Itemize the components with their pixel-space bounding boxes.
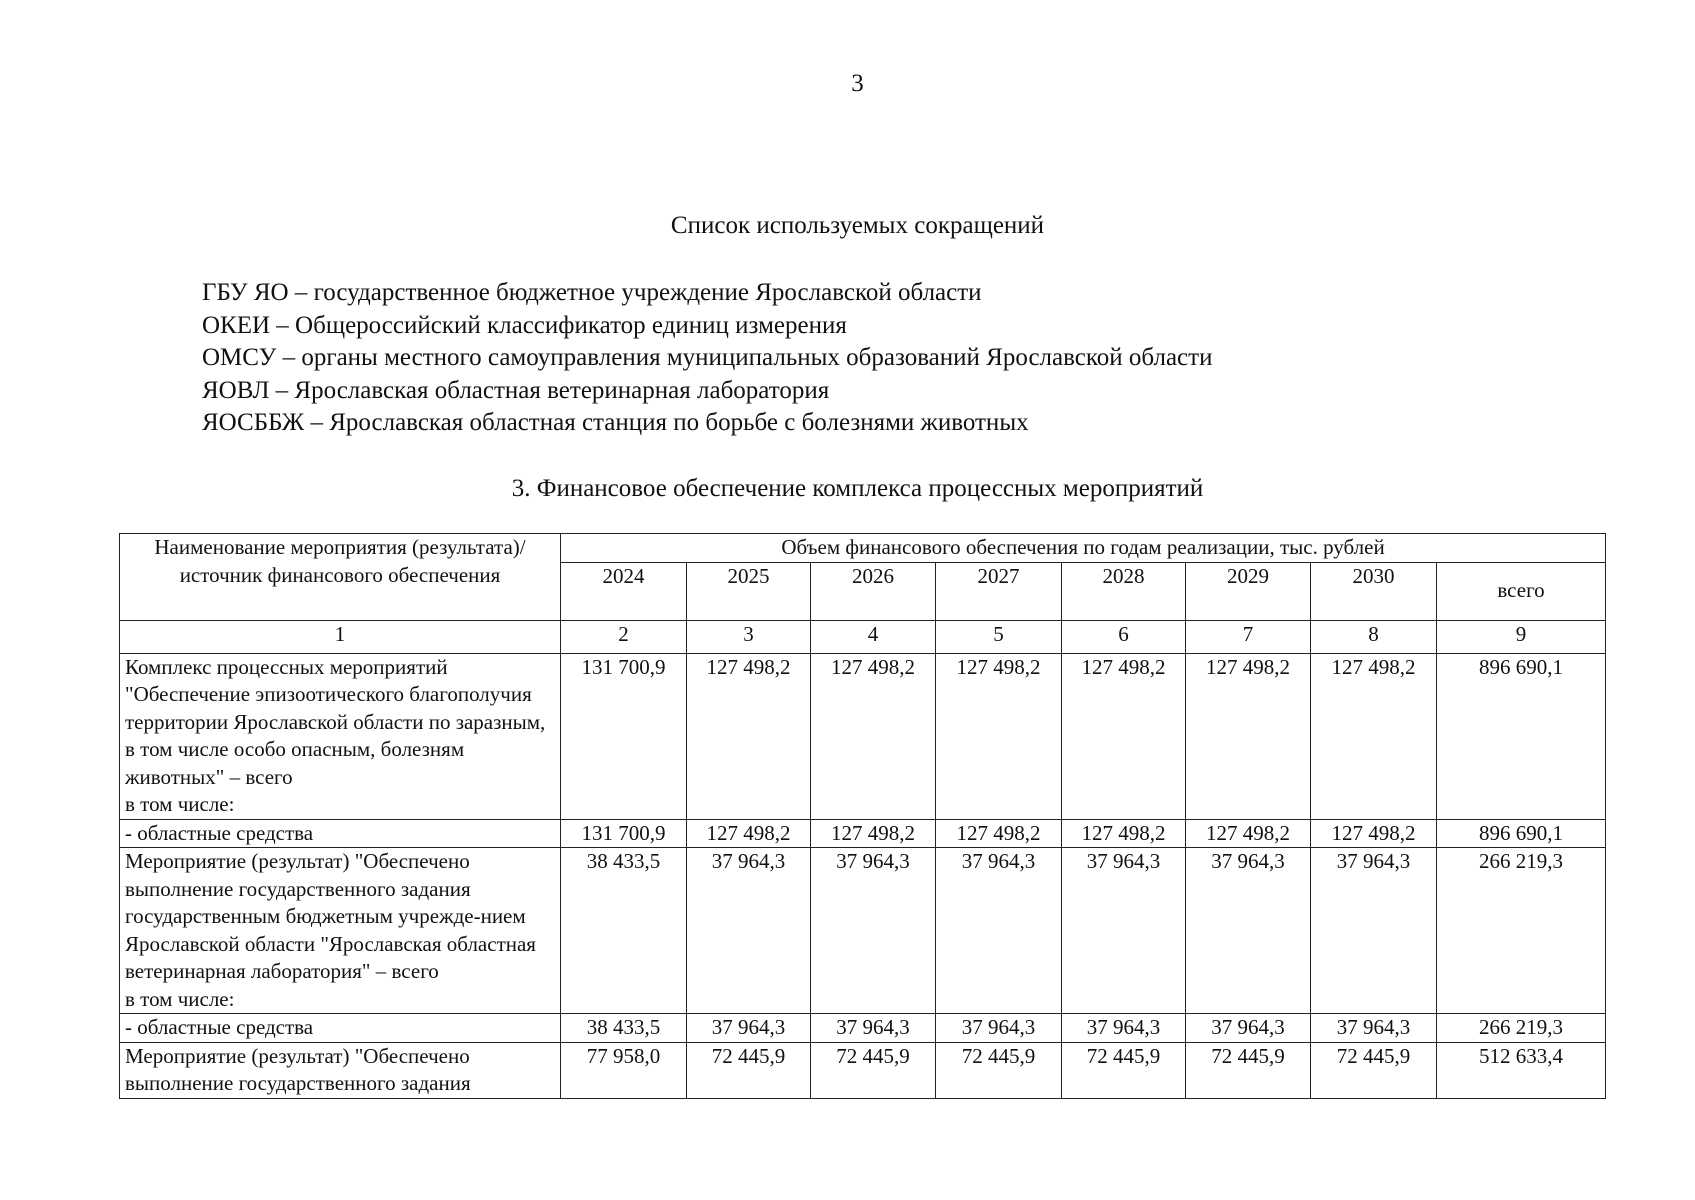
section-title: 3. Финансовое обеспечение комплекса процессных мероприятий [511, 475, 1204, 502]
page-number: 3 [851, 70, 864, 97]
column-number: 9 [1437, 620, 1606, 653]
abbreviation-item: ОКЕИ – Общероссийский классификатор единиц измерения [202, 311, 847, 339]
header-name-cell: Наименование мероприятия (результата)/ источник финансового обеспечения [120, 534, 561, 621]
header-year-cell: 2026 [811, 562, 936, 620]
total-cell: 512 633,4 [1437, 1042, 1606, 1098]
column-number: 6 [1062, 620, 1186, 653]
header-year-cell: 2025 [687, 562, 811, 620]
table-row [120, 819, 1606, 848]
header-group-cell: Объем финансового обеспечения по годам реализации, тыс. рублей [561, 534, 1606, 563]
abbreviation-item: ЯОСББЖ – Ярославская областная станция по борьбе с болезнями животных [202, 409, 1029, 436]
value-cell: 37 964,3 [1186, 848, 1311, 1014]
total-cell: 266 219,3 [1437, 1014, 1606, 1043]
row-name-cell: Мероприятие (результат) "Обеспечено выполнение государственного задания [120, 1042, 561, 1098]
value-cell: 72 445,9 [687, 1042, 811, 1098]
column-number-row [120, 620, 1606, 653]
abbreviations-list [202, 277, 1212, 440]
table-row [120, 1042, 1606, 1098]
row-name: Мероприятие (результат) "Обеспечено выполнение государственного задания государственным бюджетным учрежде-нием Ярославской области "Ярославская областная ветеринарная лаборатория" – всего [125, 849, 536, 983]
value-cell: 37 964,3 [1311, 1014, 1437, 1043]
table-row [120, 848, 1606, 1014]
column-number: 5 [936, 620, 1062, 653]
value-cell: 72 445,9 [811, 1042, 936, 1098]
header-year-cell: 2028 [1062, 562, 1186, 620]
value-cell: 37 964,3 [1311, 848, 1437, 1014]
row-name-cell: - областные средства [120, 819, 561, 848]
value-cell: 37 964,3 [811, 848, 936, 1014]
value-cell: 72 445,9 [1062, 1042, 1186, 1098]
column-number: 2 [561, 620, 687, 653]
value-cell: 127 498,2 [1311, 653, 1437, 819]
financing-table [119, 533, 1606, 1099]
value-cell: 127 498,2 [936, 653, 1062, 819]
value-cell: 37 964,3 [936, 1014, 1062, 1043]
value-cell: 127 498,2 [687, 653, 811, 819]
value-cell: 72 445,9 [1311, 1042, 1437, 1098]
abbreviation-item: ГБУ ЯО – государственное бюджетное учреждение Ярославской области [202, 279, 982, 306]
total-cell: 896 690,1 [1437, 653, 1606, 819]
value-cell: 37 964,3 [687, 1014, 811, 1043]
table-row [120, 1014, 1606, 1043]
abbreviations-title: Список используемых сокращений [670, 212, 1045, 239]
row-name-cell [120, 848, 561, 1014]
abbreviation-item: ОМСУ – органы местного самоуправления муниципальных образований Ярославской области [202, 344, 1213, 371]
value-cell: 127 498,2 [1186, 653, 1311, 819]
value-cell: 37 964,3 [1062, 848, 1186, 1014]
value-cell: 72 445,9 [936, 1042, 1062, 1098]
value-cell: 37 964,3 [936, 848, 1062, 1014]
header-year-cell: 2030 [1311, 562, 1437, 620]
column-number: 3 [687, 620, 811, 653]
row-name-cell: - областные средства [120, 1014, 561, 1043]
value-cell: 77 958,0 [561, 1042, 687, 1098]
header-total-cell: всего [1437, 562, 1606, 620]
value-cell: 127 498,2 [936, 819, 1062, 848]
column-number: 1 [120, 620, 561, 653]
table-row [120, 653, 1606, 819]
row-subnote: в том числе: [125, 792, 235, 816]
row-name: Комплекс процессных мероприятий "Обеспечение эпизоотического благополучия территории Ярославской области по заразным, в том числе особо опасным, болезням животных" – всего [125, 654, 546, 789]
column-number: 8 [1311, 620, 1437, 653]
value-cell: 127 498,2 [811, 819, 936, 848]
header-row-1 [120, 534, 1606, 563]
value-cell: 127 498,2 [1062, 819, 1186, 848]
value-cell: 38 433,5 [561, 848, 687, 1014]
column-number: 4 [811, 620, 936, 653]
column-number: 7 [1186, 620, 1311, 653]
total-cell: 266 219,3 [1437, 848, 1606, 1014]
value-cell: 127 498,2 [687, 819, 811, 848]
value-cell: 131 700,9 [561, 653, 687, 819]
value-cell: 127 498,2 [1062, 653, 1186, 819]
total-cell: 896 690,1 [1437, 819, 1606, 848]
header-year-cell: 2029 [1186, 562, 1311, 620]
row-name-cell [120, 653, 561, 819]
value-cell: 37 964,3 [687, 848, 811, 1014]
header-year-cell: 2024 [561, 562, 687, 620]
value-cell: 37 964,3 [811, 1014, 936, 1043]
abbreviation-item: ЯОВЛ – Ярославская областная ветеринарная лаборатория [202, 376, 830, 404]
value-cell: 131 700,9 [561, 819, 687, 848]
value-cell: 37 964,3 [1186, 1014, 1311, 1043]
value-cell: 127 498,2 [1311, 819, 1437, 848]
value-cell: 127 498,2 [811, 653, 936, 819]
value-cell: 127 498,2 [1186, 819, 1311, 848]
row-subnote: в том числе: [125, 986, 235, 1011]
value-cell: 38 433,5 [561, 1014, 687, 1043]
header-year-cell: 2027 [936, 562, 1062, 620]
value-cell: 72 445,9 [1186, 1042, 1311, 1098]
value-cell: 37 964,3 [1062, 1014, 1186, 1043]
